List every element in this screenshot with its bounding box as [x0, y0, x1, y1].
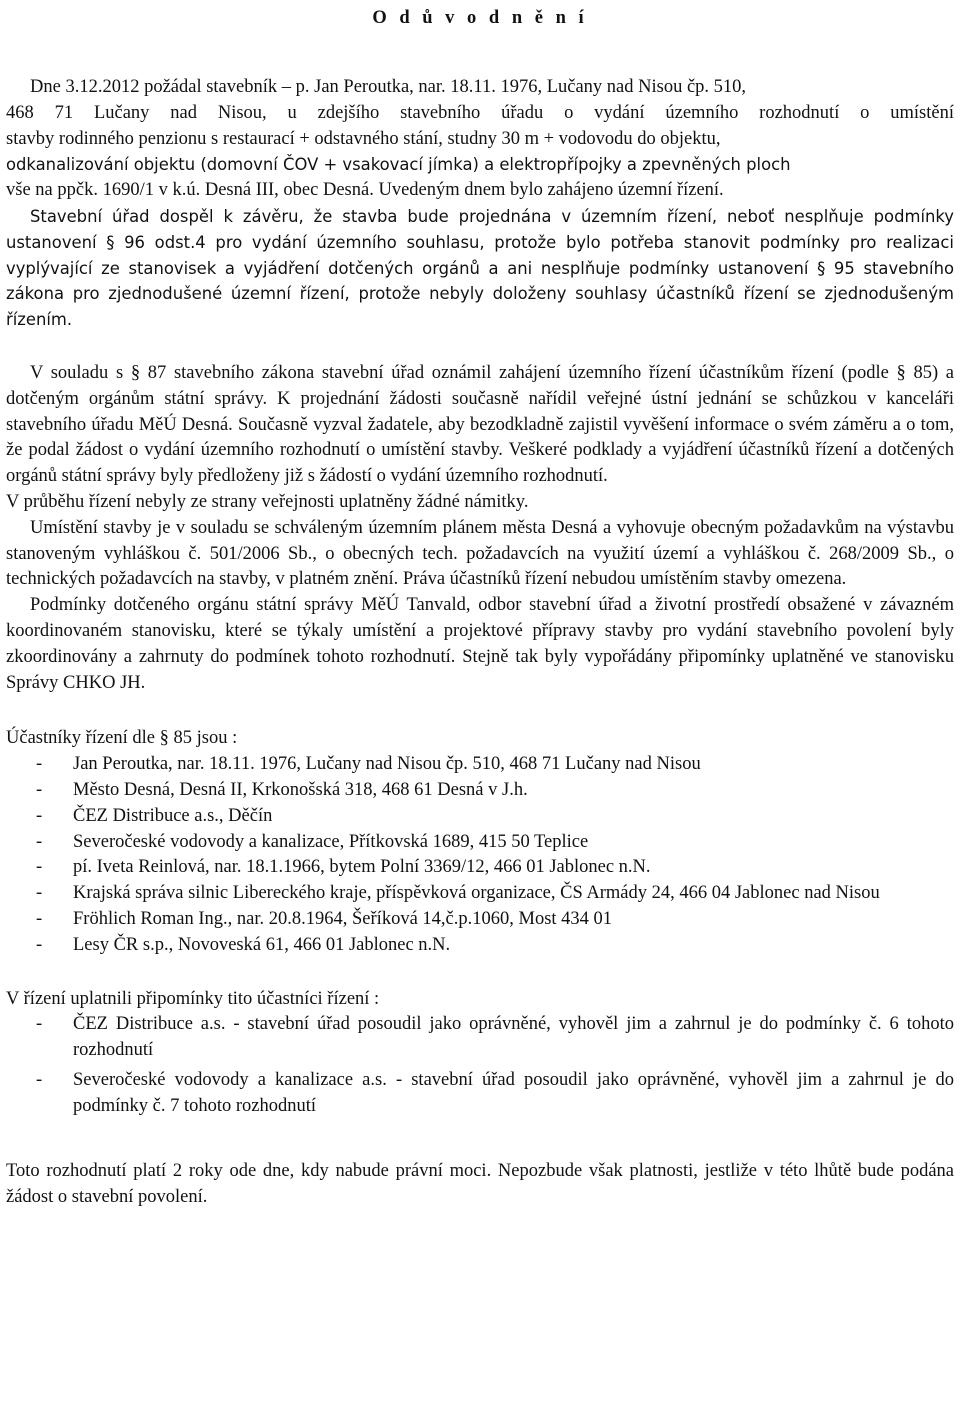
paragraph-notification: V souladu s § 87 stavebního zákona stavební úřad oznámil zahájení územního řízení účastníkům řízení (podle § 85) a dotčeným orgánům státní správy. K projednání žádosti současně nařídil veřejné ústní jednání se schůzkou v kanceláři stavebního úřadu MěÚ Desná. Současně vyzval žadatele, aby bezodkladně zajistil vyvěšení informace o svém záměru a o tom, že podal žádost o vydání územního rozhodnutí o umístění stavby. Veškeré podklady a vyjádření účastníků řízení a dotčených orgánů státní správy byly předloženy již s žádostí o vydání územního rozhodnutí. — [6, 362, 954, 487]
list-dash: - — [36, 908, 43, 929]
list-dash: - — [36, 831, 43, 852]
participant-text: Lesy ČR s.p., Novoveská 61, 466 01 Jablonec n.N. — [73, 934, 451, 955]
list-item — [6, 1068, 954, 1120]
participant-text: ČEZ Distribuce a.s., Děčín — [73, 805, 273, 826]
document-page — [6, 0, 954, 1211]
paragraph-application — [6, 75, 954, 204]
list-dash: - — [36, 754, 43, 775]
list-dash: - — [36, 1069, 43, 1090]
list-item — [6, 933, 954, 959]
list-item — [6, 1012, 954, 1064]
participant-text: pí. Iveta Reinlová, nar. 18.1.1966, bytem Polní 3369/12, 466 01 Jablonec n.N. — [73, 857, 651, 878]
participant-text: Jan Peroutka, nar. 18.11. 1976, Lučany nad Nisou čp. 510, 468 71 Lučany nad Nisou — [73, 754, 701, 775]
participant-text: Krajská správa silnic Libereckého kraje, příspěvková organizace, ČS Armády 24, 466 04 Jablonec nad Nisou — [73, 883, 880, 904]
list-item — [6, 855, 954, 881]
list-dash: - — [36, 779, 43, 800]
list-item — [6, 804, 954, 830]
list-dash: - — [36, 857, 43, 878]
objections-list — [6, 1012, 954, 1119]
paragraph-validity: Toto rozhodnutí platí 2 roky ode dne, kdy nabude právní moci. Nepozbude však platnosti, jestliže v této lhůtě bude podána žádost o stavební povolení. — [6, 1161, 954, 1208]
list-item — [6, 907, 954, 933]
document-title: O d ů v o d n ě n í — [372, 8, 588, 28]
paragraph-territorial-procedure: Stavební úřad dospěl k závěru, že stavba bude projednána v územním řízení, neboť nesplňuje podmínky ustanovení § 96 odst.4 pro vydání územního souhlasu, protože bylo potřeba stanovit podmínky pro realizaci vyplývající ze stanovisek a vyjádření dotčených orgánů a ani nesplňuje podmínky ustanovení § 95 stavebního zákona pro zjednodušené územní řízení, protože nebyly doloženy souhlasy účastníků řízení se zjednodušeným řízením. — [6, 206, 954, 330]
paragraph-land-use-plan: Umístění stavby je v souladu se schváleným územním plánem města Desná a vyhovuje obecným požadavkům na výstavbu stanoveným vyhláškou č. 501/2006 Sb., o obecných tech. požadavcích na využití území a vyhláškou č. 268/2009 Sb., o technických požadavcích na stavby, v platném znění. Práva účastníků řízení nebudou umístěním stavby omezena. — [6, 517, 954, 590]
text-line: vše na ppčk. 1690/1 v k.ú. Desná III, obec Desná. Uvedeným dnem bylo zahájeno územní řízení. — [6, 180, 724, 201]
text-line: Dne 3.12.2012 požádal stavebník – p. Jan Peroutka, nar. 18.11. 1976, Lučany nad Nisou čp. 510, — [30, 77, 747, 97]
objection-text: Severočeské vodovody a kanalizace a.s. - stavební úřad posoudil jako oprávněné, vyhověl jim a zahrnul je do podmínky č. 7 tohoto rozhodnutí — [73, 1069, 954, 1116]
text-line — [6, 101, 954, 127]
text-line-content: 468 71 Lučany nad Nisou, u zdejšího stavebního úřadu o vydání územního rozhodnutí o umístění — [6, 102, 954, 123]
list-item — [6, 778, 954, 804]
list-item — [6, 830, 954, 856]
text-line: odkanalizování objektu (domovní ČOV + vsakovací jímka) a elektropřípojky a zpevněných ploch — [6, 155, 791, 175]
list-dash: - — [36, 1014, 43, 1035]
list-dash: - — [36, 934, 43, 955]
participant-text: Severočeské vodovody a kanalizace, Přítkovská 1689, 415 50 Teplice — [73, 831, 589, 852]
participant-text: Fröhlich Roman Ing., nar. 20.8.1964, Šeříková 14,č.p.1060, Most 434 01 — [73, 908, 613, 929]
list-dash: - — [36, 883, 43, 904]
list-item — [6, 881, 954, 907]
paragraph-no-objections: V průběhu řízení nebyly ze strany veřejnosti uplatněny žádné námitky. — [6, 491, 529, 512]
list-dash: - — [36, 805, 43, 826]
objection-text: ČEZ Distribuce a.s. - stavební úřad posoudil jako oprávněné, vyhověl jim a zahrnul je do podmínky č. 6 tohoto rozhodnutí — [73, 1014, 954, 1061]
participants-list — [6, 752, 954, 958]
participants-heading: Účastníky řízení dle § 85 jsou : — [6, 728, 238, 749]
paragraph-authority-conditions: Podmínky dotčeného orgánu státní správy MěÚ Tanvald, odbor stavební úřad a životní prostředí obsažené v závazném koordinovaném stanovisku, které se týkaly umístění a projektové přípravy stavby pro vydání stavebního povolení byly zkoordinovány a zahrnuty do podmínek tohoto rozhodnutí. Stejně tak byly vypořádány připomínky uplatněné ve stanovisku Správy CHKO JH. — [6, 595, 954, 693]
objections-heading: V řízení uplatnili připomínky tito účastníci řízení : — [6, 988, 380, 1009]
participant-text: Město Desná, Desná II, Krkonošská 318, 468 61 Desná v J.h. — [73, 779, 528, 800]
list-item — [6, 752, 954, 778]
text-line: stavby rodinného penzionu s restaurací + odstavného stání, studny 30 m + vodovodu do objektu, — [6, 128, 721, 149]
